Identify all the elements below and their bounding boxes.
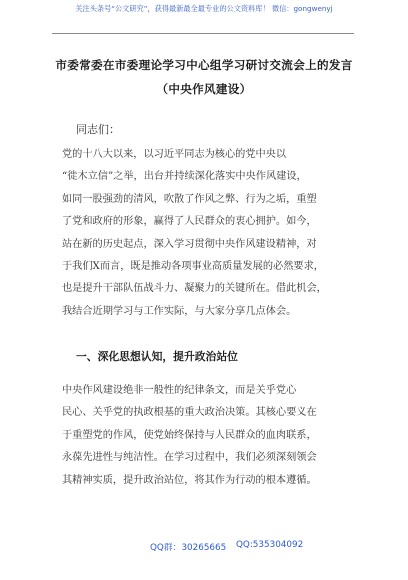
paragraph-section-1 (62, 380, 352, 492)
paragraph-intro (62, 144, 352, 323)
paragraph-line: 也是提升干部队伍战斗力、凝聚力的关键所在。借此机会， (62, 283, 327, 295)
footer-qq: QQ:535304092 (236, 540, 304, 550)
header-promo-note: 关注头条号“公文研究”，获得最新最全最专业的公文资料库！ 微信：gongwenyj (75, 4, 333, 13)
paragraph-line: 党的十八大以来，以习近平同志为核心的党中央以 (62, 149, 287, 160)
paragraph-line: 其精神实质，提升政治站位，将其作为行动的根本遵循。 (62, 474, 317, 486)
paragraph-line: 民心、关乎党的执政根基的重大政治决策。其核心要义在 (62, 407, 317, 419)
paragraph-line: “徙木立信”之举，出台并持续深化落实中央作风建设， (62, 171, 307, 183)
paragraph-line: 中央作风建设绝非一般性的纪律条文，而是关乎党心 (62, 385, 297, 396)
document-title: 市委常委在市委理论学习中心组学习研讨交流会上的发言 (55, 58, 353, 72)
salutation: 同志们： (76, 123, 120, 136)
footer-qq-group: QQ群：30265665 (150, 543, 227, 553)
document-subtitle: （中央作风建设） (156, 82, 252, 96)
paragraph-line: 永葆先进性与纯洁性。在学习过程中，我们必须深刻领会 (62, 452, 317, 464)
paragraph-line: 了党和政府的形象，赢得了人民群众的衷心拥护。如今， (62, 216, 317, 228)
section-heading-1: 一、深化思想认知，提升政治站位 (76, 350, 238, 363)
paragraph-line: 我结合近期学习与工作实际，与大家分享几点体会。 (62, 305, 297, 317)
paragraph-line: 于重塑党的作风，使党始终保持与人民群众的血肉联系， (62, 429, 317, 441)
header-divider (52, 33, 354, 34)
paragraph-line: 于我们X而言，既是推动各项事业高质量发展的必然要求， (62, 261, 324, 273)
paragraph-line: 如同一股强劲的清风，吹散了作风之弊、行为之垢，重塑 (62, 193, 317, 205)
paragraph-line: 站在新的历史起点，深入学习贯彻中央作风建设精神，对 (62, 238, 317, 250)
